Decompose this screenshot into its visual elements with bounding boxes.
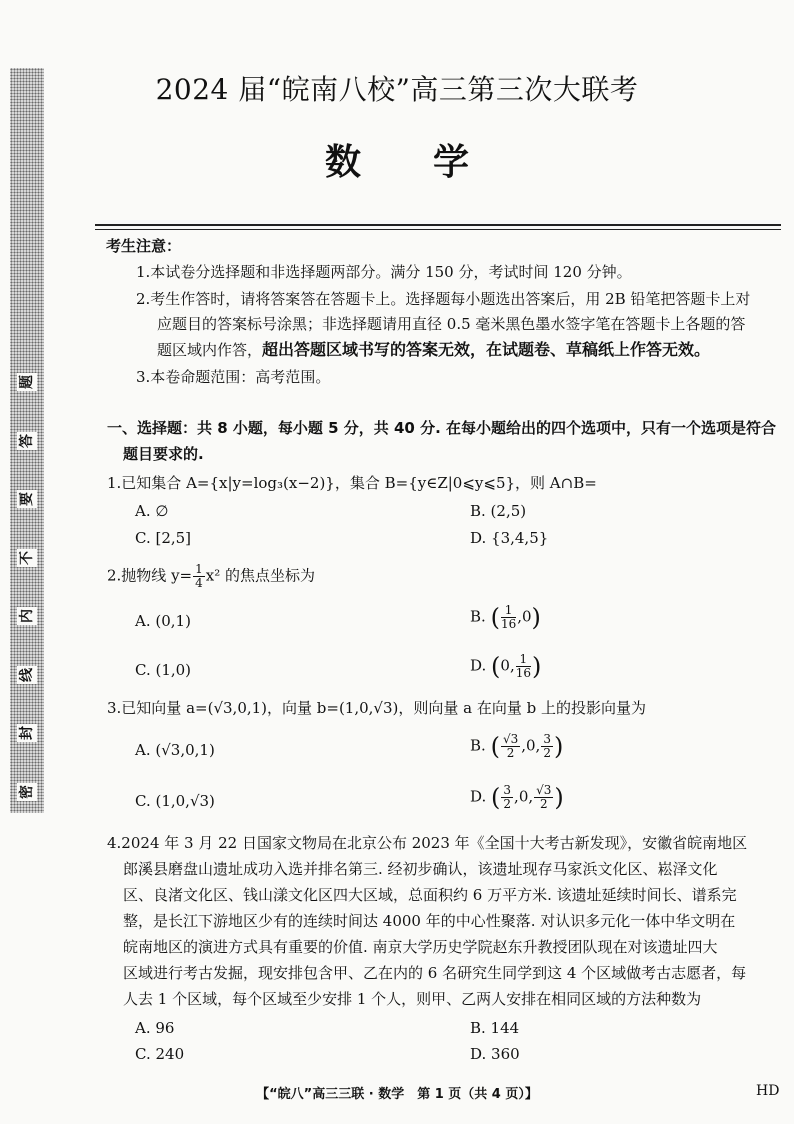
option-text: ,0, [521,736,541,755]
denominator: 2 [506,746,515,760]
section-heading-line-1: 一、选择题：共 8 小题，每小题 5 分，共 40 分. 在每小题给出的四个选项中，只有一个选项是符合 [107,419,777,437]
q2-option-c: C. (1,0) [135,661,192,679]
q2-option-b [470,604,541,631]
q1-option-a: A. ∅ [135,502,169,520]
q4-line-7: 人去 1 个区域，每个区域至少安排 1 个人，则甲、乙两人安排在相同区域的方法种数为 [123,990,702,1008]
denominator: 16 [515,666,531,680]
seal-char: 要 [19,492,35,507]
q1-option-b: B. (2,5) [470,502,527,520]
q4-option-b: B. 144 [470,1019,520,1037]
fraction [541,733,553,760]
header-rule [95,224,781,226]
seal-char: 题 [19,375,35,389]
q4-line-3: 区、良渚文化区、钱山漾文化区四大区域，总面积约 6 万平方米. 该遗址延续时间长、谱系完 [123,886,737,904]
paren: ) [554,783,564,812]
notice-text: 题区域内作答， [157,341,263,359]
q2-stem [107,563,315,590]
seal-char: 内 [19,609,35,624]
q3-option-c: C. (1,0,√3) [135,792,215,810]
paren: ( [491,783,501,812]
notice-item-1: 1.本试卷分选择题和非选择题两部分。满分 150 分，考试时间 120 分钟。 [136,263,632,281]
fraction [516,653,531,680]
option-label: B. [470,736,491,755]
fraction [501,604,516,631]
option-label: D. [470,787,492,806]
q4-line-5: 皖南地区的演进方式具有重要的价值. 南京大学历史学院赵东升教授团队现在对该遗址四大 [123,938,718,956]
seal-char: 不 [19,550,35,565]
q4-option-d: D. 360 [470,1045,520,1063]
paren: ( [490,732,500,761]
notice-emphasis: 超出答题区域书写的答案无效，在试题卷、草稿纸上作答无效。 [262,340,711,359]
seal-char: 密 [19,784,35,799]
option-text: 0, [500,656,515,675]
q4-option-a: A. 96 [135,1019,175,1037]
paren: ) [531,603,541,632]
option-label: B. [470,607,491,626]
seal-char: 封 [19,726,35,741]
q3-option-b [470,733,563,760]
paren: ( [491,652,501,681]
denominator: 2 [539,797,548,811]
q2-stem-pre: 2.抛物线 y= [107,566,193,585]
q2-option-d [470,653,541,680]
page-footer: 【“皖八”高三三联 · 数学 第 1 页（共 4 页）】 [256,1087,538,1102]
q4-line-1: 4.2024 年 3 月 22 日国家文物局在北京公布 2023 年《全国十大考古新发现》，安徽省皖南地区 [107,834,748,852]
q1-option-d: D. {3,4,5} [470,529,549,547]
section-heading-line-2: 题目要求的. [123,445,204,463]
q4-line-6: 区域进行考古发掘，现安排包含甲、乙在内的 6 名研究生同学到这 4 个区域做考古志愿者，每 [123,964,747,982]
q3-option-d [470,784,564,811]
denominator: 2 [503,797,512,811]
seal-char: 答 [19,433,35,448]
numerator: 3 [543,732,551,746]
q4-line-2: 郎溪县磨盘山遗址成功入选并排名第三. 经初步确认，该遗址现存马家浜文化区、崧泽文化 [123,860,718,878]
q3-stem: 3.已知向量 a=(√3,0,1)，向量 b=(1,0,√3)，则向量 a 在向量 b 上的投影向量为 [107,699,647,717]
denominator: 4 [195,576,203,590]
paren: ) [532,652,542,681]
numerator: 3 [503,783,512,797]
q2-stem-post: x² 的焦点坐标为 [205,566,316,585]
header-rule-thin [95,229,781,230]
numerator: 1 [516,653,531,667]
numerator: 1 [501,604,516,618]
q4-option-c: C. 240 [135,1045,185,1063]
paren: ( [490,603,500,632]
fraction [501,733,520,760]
fraction [501,784,513,811]
q1-option-c: C. [2,5] [135,529,192,547]
numerator: √3 [536,783,552,797]
fraction [193,563,205,590]
q1-stem: 1.已知集合 A={x|y=log₃(x−2)}，集合 B={y∈Z|0⩽y⩽5}，则 A∩B= [107,474,597,492]
numerator: 1 [195,562,203,576]
seal-char: 线 [19,667,35,682]
fraction [534,784,553,811]
denominator: 2 [543,746,551,760]
seal-line-text [10,372,44,802]
paren: ) [553,732,564,761]
notice-heading: 考生注意： [106,237,182,255]
denominator: 16 [500,617,517,631]
notice-item-2-line-2: 应题目的答案标号涂黑；非选择题请用直径 0.5 毫米黑色墨水签字笔在答题卡上各题的答 [157,315,746,333]
q3-option-a: A. (√3,0,1) [135,741,215,759]
option-text: ,0, [514,787,534,806]
exam-title: 2024 届“皖南八校”高三第三次大联考 [155,73,639,106]
q4-line-4: 整，是长江下游地区少有的连续时间达 4000 年的中心性聚落. 对认识多元化一体中华文明在 [123,912,736,930]
q2-option-a: A. (0,1) [135,612,191,630]
option-text: ,0 [517,607,532,626]
notice-item-3: 3.本卷命题范围：高考范围。 [136,368,331,386]
numerator: √3 [502,732,519,746]
notice-item-2-line-3 [157,339,710,361]
notice-item-2-line-1: 2.考生作答时，请将答案答在答题卡上。选择题每小题选出答案后，用 2B 铅笔把答题卡上对 [136,290,751,308]
option-label: D. [470,656,492,675]
footer-code: HD [756,1083,780,1099]
subject-title: 数学 [324,142,541,183]
